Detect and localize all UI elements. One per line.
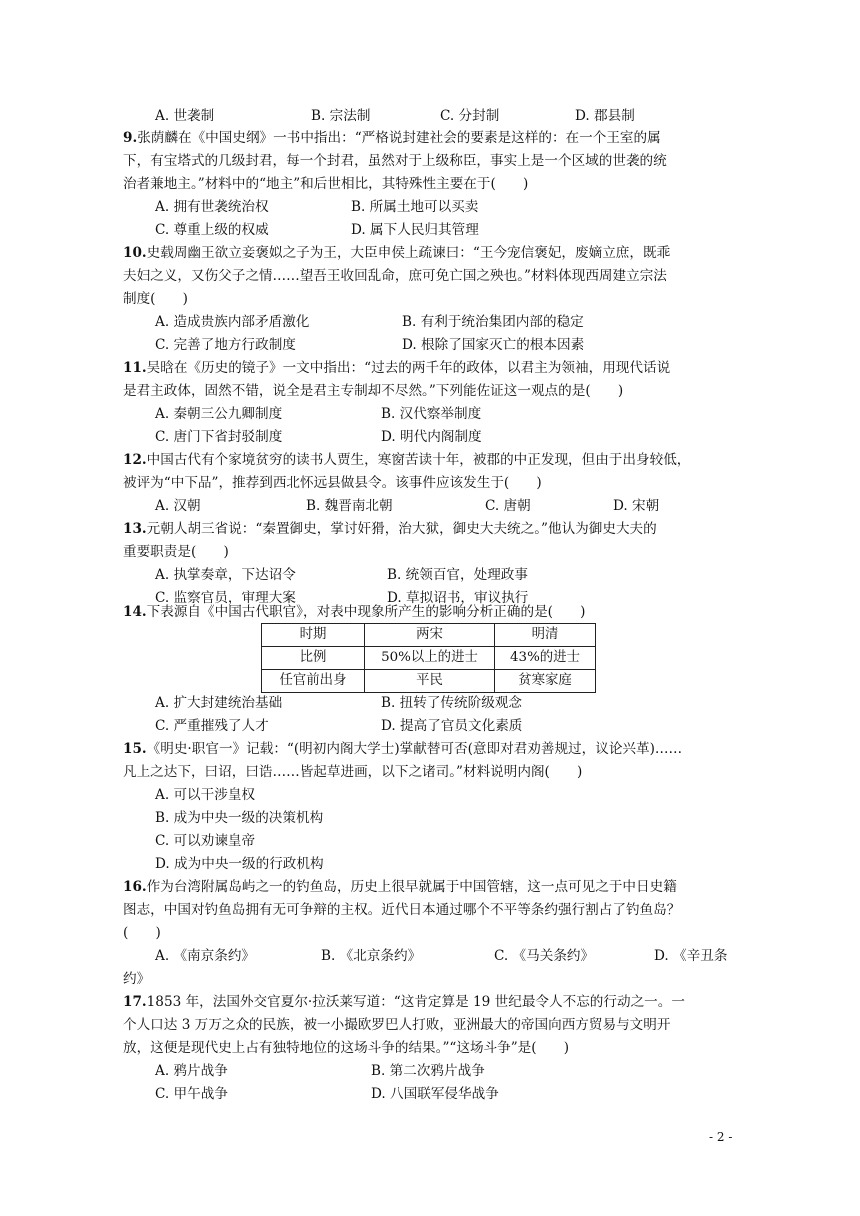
q12-option-b: B. 魏晋南北朝 [306, 498, 393, 514]
q11-option-b: B. 汉代察举制度 [381, 406, 482, 422]
q15-number: 15. [123, 741, 147, 757]
q11-number: 11. [123, 360, 147, 376]
q13-line-1: 13.元朝人胡三省说：“秦置御史，掌讨奸猾，治大狱，御史大夫统之。”他认为御史大夫的 [123, 521, 657, 537]
q12-number: 12. [123, 452, 147, 468]
q13-option-a: A. 执掌奏章，下达诏令 [155, 567, 296, 583]
q16-option-d-tail: 约》 [123, 971, 151, 987]
q8-option-d: D. 郡县制 [575, 108, 635, 124]
q16-line-1: 16.作为台湾附属岛屿之一的钓鱼岛，历史上很早就属于中国管辖，这一点可见之于中日史籍 [123, 879, 677, 895]
q17-line-1: 17.1853 年，法国外交官夏尔·拉沃莱写道：“这肯定算是 19 世纪最令人不忘的行动之一。一 [123, 994, 685, 1010]
q15-option-c: C. 可以劝谏皇帝 [155, 833, 256, 849]
table-cell: 贫寒家庭 [495, 670, 596, 693]
q10-line-1: 10.史载周幽王欲立妾褒姒之子为王，大臣申侯上疏谏曰：“王今宠信褒妃，废嫡立庶，既乖 [123, 245, 671, 261]
q15-option-b: B. 成为中央一级的决策机构 [155, 810, 324, 826]
q9-line-3: 治者兼地主。”材料中的“地主”和后世相比，其特殊性主要在于( ) [123, 176, 529, 192]
table-cell: 时期 [262, 624, 365, 647]
q17-option-a: A. 鸦片战争 [155, 1063, 228, 1079]
table-cell: 50%以上的进士 [365, 647, 495, 670]
q16-option-c: C. 《马关条约》 [494, 948, 595, 964]
q10-number: 10. [123, 245, 147, 261]
q14-option-a: A. 扩大封建统治基础 [155, 695, 283, 711]
q8-option-b: B. 宗法制 [311, 108, 371, 124]
table-row [262, 670, 596, 693]
q13-number: 13. [123, 521, 147, 537]
q14-option-c: C. 严重摧残了人才 [155, 718, 269, 734]
q9-line-1: 9.张荫麟在《中国史纲》一书中指出：“严格说封建社会的要素是这样的：在一个王室的属 [123, 130, 661, 146]
q14-option-d: D. 提高了官员文化素质 [381, 718, 523, 734]
q10-option-c: C. 完善了地方行政制度 [155, 337, 296, 353]
table-row [262, 647, 596, 670]
table-cell: 任官前出身 [262, 670, 365, 693]
q11-option-a: A. 秦朝三公九卿制度 [155, 406, 283, 422]
table-row [262, 624, 596, 647]
q16-number: 16. [123, 879, 147, 895]
q10-option-b: B. 有利于统治集团内部的稳定 [402, 314, 584, 330]
q16-option-b: B. 《北京条约》 [321, 948, 422, 964]
official-origin-table [261, 623, 596, 693]
q11-line-2: 是君主政体，固然不错，说全是君主专制却不尽然。”下列能佐证这一观点的是( ) [123, 383, 624, 399]
q16-line-3: ( ) [123, 925, 161, 941]
q9-option-c: C. 尊重上级的权威 [155, 222, 269, 238]
q15-option-d: D. 成为中央一级的行政机构 [155, 856, 324, 872]
table-cell: 43%的进士 [495, 647, 596, 670]
q9-option-a: A. 拥有世袭统治权 [155, 199, 269, 215]
q17-option-b: B. 第二次鸦片战争 [371, 1063, 485, 1079]
q15-line-2: 凡上之达下，曰诏，曰诰……皆起草进画，以下之诸司。”材料说明内阁( ) [123, 764, 583, 780]
q13-option-c: C. 监察官员，审理大案 [155, 590, 296, 606]
q12-line-1: 12.中国古代有个家境贫穷的读书人贾生，寒窗苦读十年，被郡的中正发现，但由于出身较低， [123, 452, 691, 468]
q9-option-d: D. 属下人民归其管理 [351, 222, 479, 238]
q11-option-d: D. 明代内阁制度 [381, 429, 482, 445]
q9-line-2: 下，有宝塔式的几级封君，每一个封君，虽然对于上级称臣，事实上是一个区域的世袭的统 [123, 153, 667, 169]
q15-line-1: 15.《明史·职官一》记载：“(明初内阁大学士)掌献替可否(意即对君劝善规过，议论兴革)…… [123, 741, 683, 757]
page-number: - 2 - [709, 1130, 733, 1144]
q12-option-c: C. 唐朝 [485, 498, 531, 514]
table-cell: 平民 [365, 670, 495, 693]
q12-option-a: A. 汉朝 [155, 498, 201, 514]
q10-option-d: D. 根除了国家灭亡的根本因素 [402, 337, 585, 353]
q10-line-3: 制度( ) [123, 291, 188, 307]
q8-option-a: A. 世袭制 [155, 108, 215, 124]
q11-option-c: C. 唐门下省封驳制度 [155, 429, 283, 445]
table-cell: 比例 [262, 647, 365, 670]
q14-line-1: 14.下表源自《中国古代职官》，对表中现象所产生的影响分析正确的是( ) [123, 604, 586, 620]
q16-option-a: A. 《南京条约》 [155, 948, 256, 964]
table-cell: 明清 [495, 624, 596, 647]
q12-line-2: 被评为“中下品”，推荐到西北怀远县做县令。该事件应该发生于( ) [123, 475, 542, 491]
q17-line-2: 个人口达 3 万万之众的民族，被一小撮欧罗巴人打败，亚洲最大的帝国向西方贸易与文明开 [123, 1017, 671, 1033]
q15-option-a: A. 可以干涉皇权 [155, 787, 256, 803]
q16-line-2: 图志，中国对钓鱼岛拥有无可争辩的主权。近代日本通过哪个不平等条约强行割占了钓鱼岛？ [123, 902, 681, 918]
q8-option-c: C. 分封制 [440, 108, 500, 124]
q17-line-3: 放，这便是现代史上占有独特地位的这场斗争的结果。”“这场斗争”是( ) [123, 1040, 570, 1056]
q17-option-d: D. 八国联军侵华战争 [371, 1086, 499, 1102]
q13-option-b: B. 统领百官，处理政事 [387, 567, 528, 583]
q9-number: 9. [123, 130, 138, 146]
q13-option-d: D. 草拟诏书，审议执行 [387, 590, 529, 606]
q12-option-d: D. 宋朝 [613, 498, 660, 514]
q14-option-b: B. 扭转了传统阶级观念 [381, 695, 522, 711]
q11-line-1: 11.吴晗在《历史的镜子》一文中指出：“过去的两千年的政体，以君主为领袖，用现代话说 [123, 360, 671, 376]
q9-option-b: B. 所属土地可以买卖 [351, 199, 479, 215]
table-cell: 两宋 [365, 624, 495, 647]
q17-option-c: C. 甲午战争 [155, 1086, 228, 1102]
q16-option-d: D. 《辛丑条 [654, 948, 728, 964]
q14-number: 14. [123, 604, 147, 620]
q10-option-a: A. 造成贵族内部矛盾激化 [155, 314, 310, 330]
q13-line-2: 重要职责是( ) [123, 544, 229, 560]
q10-line-2: 夫妇之义，又伤父子之情……望吾王收回乱命，庶可免亡国之殃也。”材料体现西周建立宗法 [123, 268, 667, 284]
q17-number: 17. [123, 994, 147, 1010]
